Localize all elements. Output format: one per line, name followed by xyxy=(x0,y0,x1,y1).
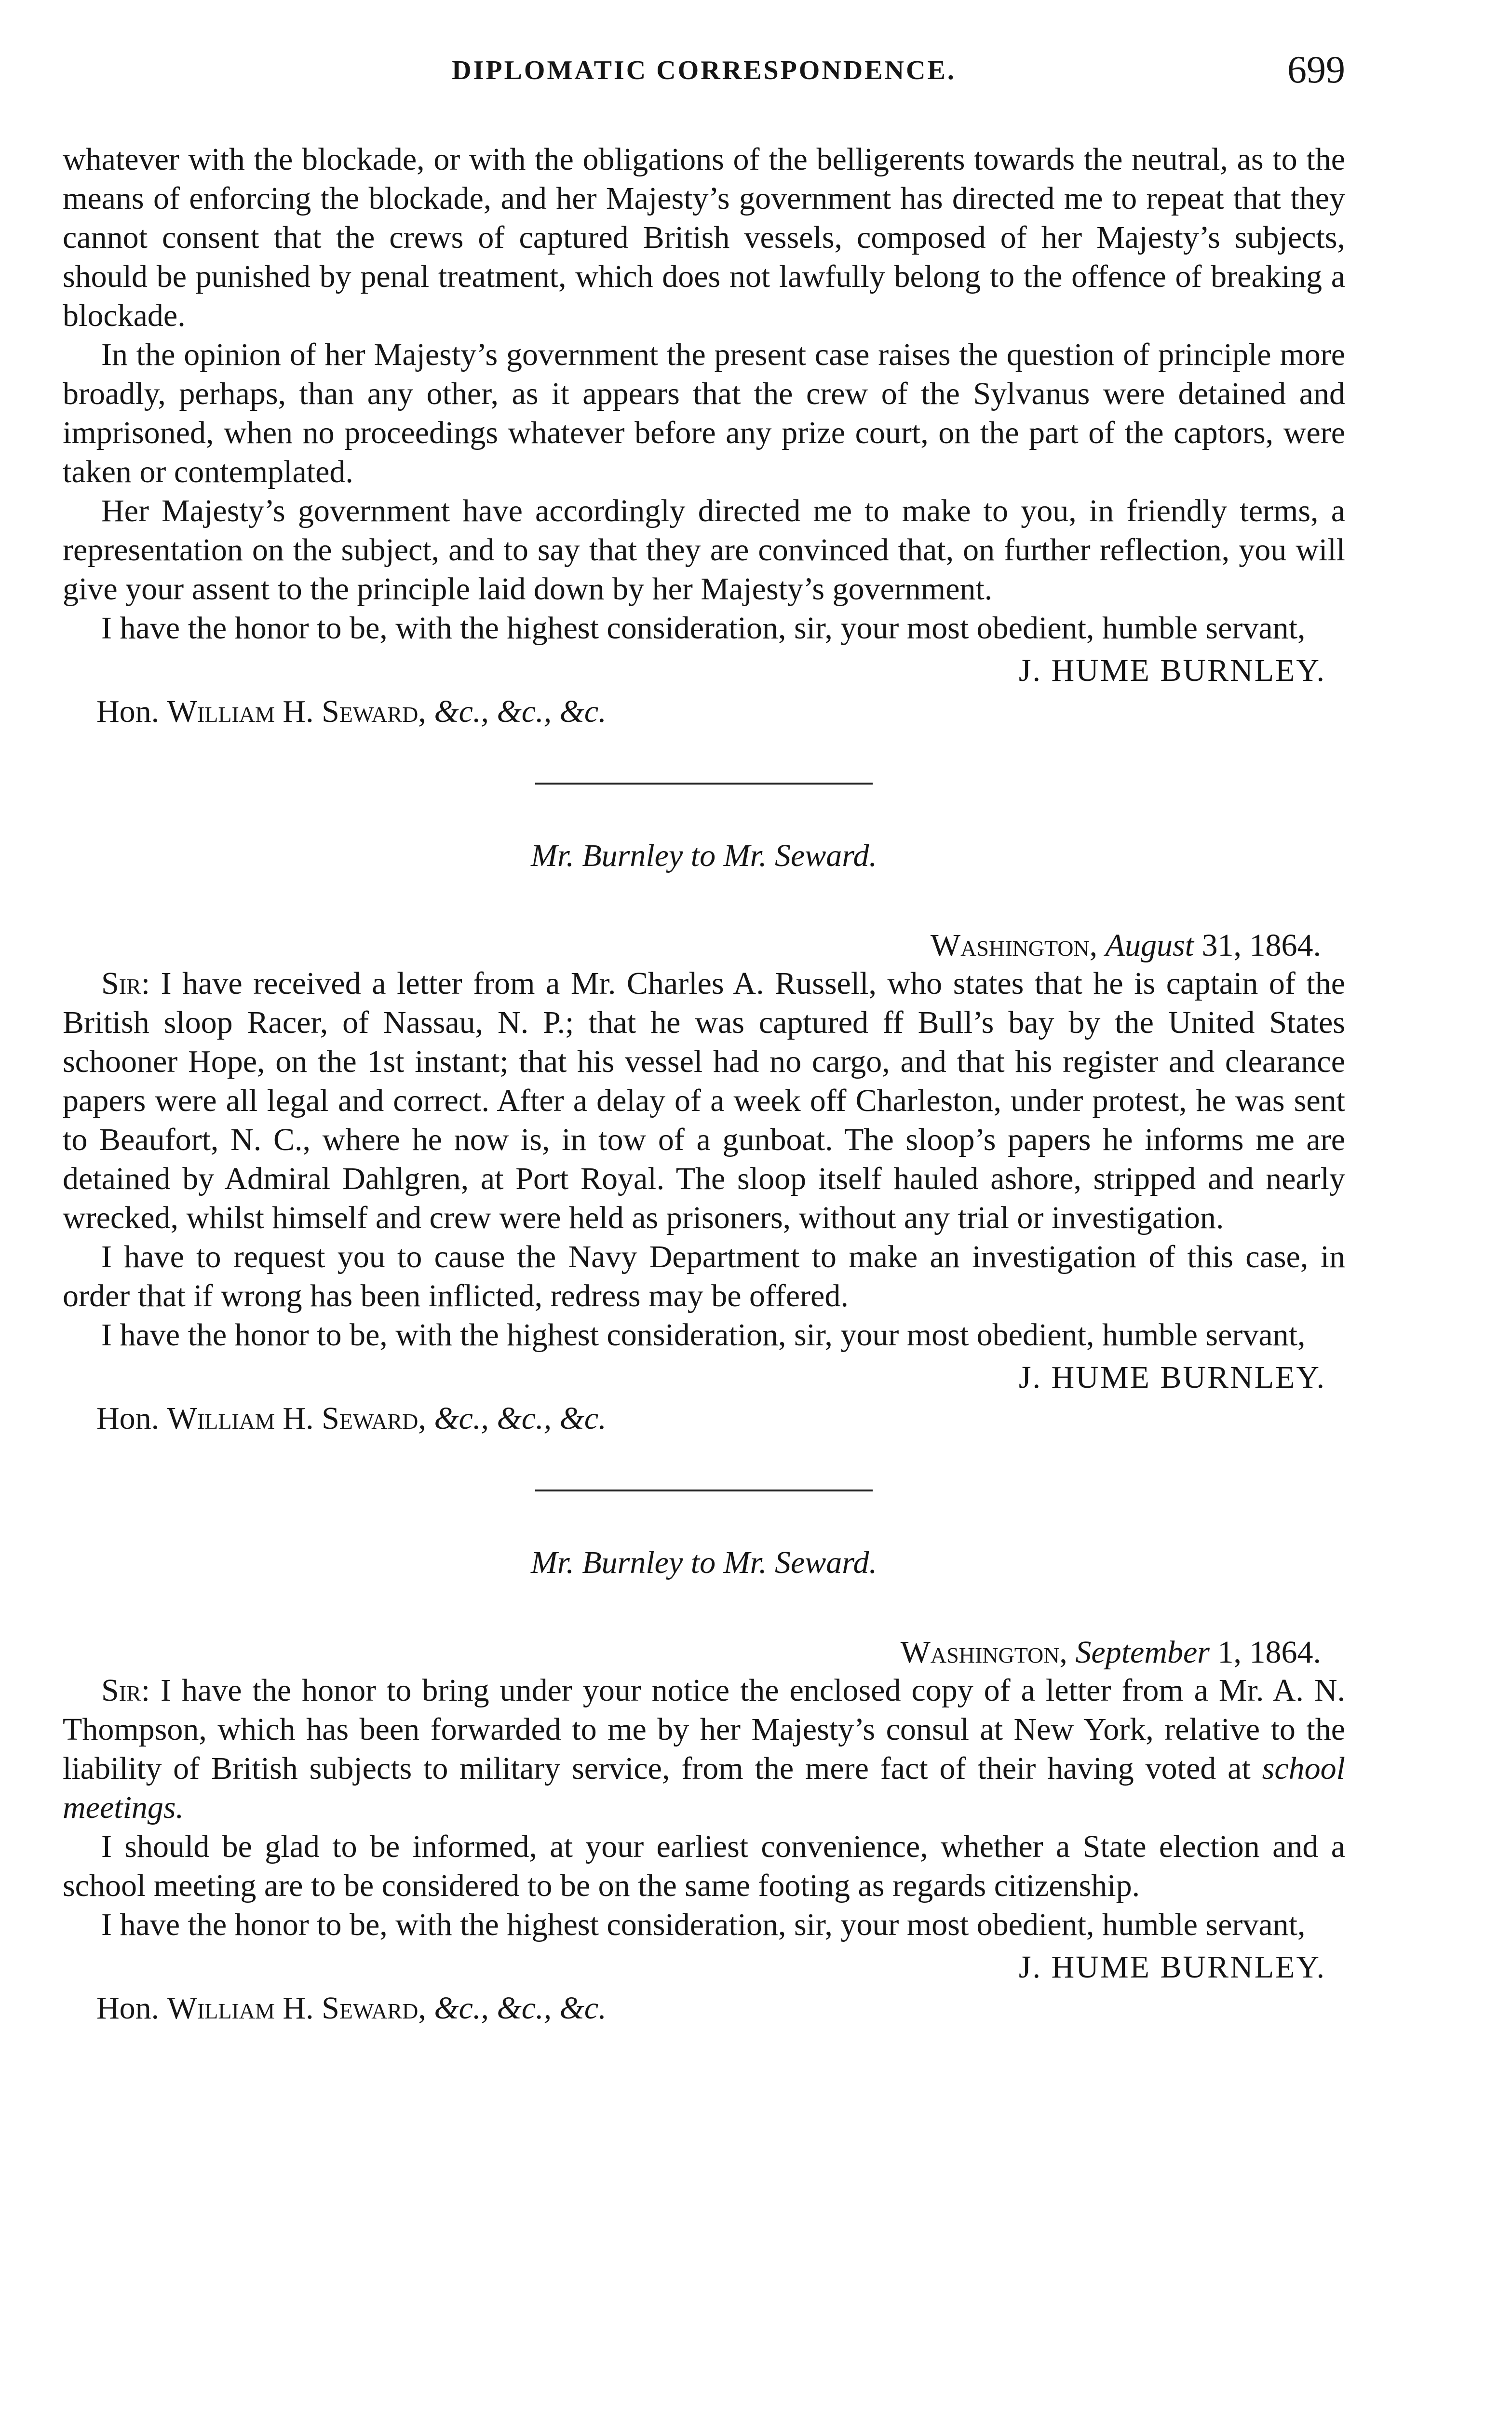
signature: J. HUME BURNLEY. xyxy=(1018,1360,1326,1395)
signature-block xyxy=(63,1944,1345,2026)
signature: J. HUME BURNLEY. xyxy=(1018,1950,1326,1985)
addressee xyxy=(96,693,607,730)
letter-paragraph-text: I have the honor to bring under your notice the enclosed copy of a letter from a Mr. A. N. Thompson, which has been forwarded to me by her Majesty’s consul at New York, relative to the liability of British subjects to military service, from the mere fact of their having voted at xyxy=(63,1673,1346,1786)
dateline-place: Washington, xyxy=(930,928,1098,963)
addressee-name: William H. Seward, xyxy=(167,1991,426,2026)
addressee-etc: &c., &c., &c. xyxy=(434,1991,607,2026)
addressee-hon: Hon. xyxy=(96,1401,160,1436)
letter-paragraph-italic: school meetings. xyxy=(63,1751,1345,1825)
body-text xyxy=(63,140,1345,2026)
continuation-paragraph: In the opinion of her Majesty’s government the present case raises the question of principle more broadly, perhaps, than any other, as it appears that the crew of the Sylvanus were detained and imprisoned, when no proceedings whatever before any prize court, on the part of the captors, were taken or contemplated. xyxy=(63,337,1345,489)
addressee-name: William H. Seward, xyxy=(167,1401,426,1436)
continuation-paragraph: whatever with the blockade, or with the obligations of the belligerents towards the neutral, as to the means of enforcing the blockade, and her Majesty’s government has directed me to repeat that they cannot consent that the crews of captured British vessels, composed of her Majesty’s subjects, should be punished by penal treatment, which does not lawfully belong to the offence of breaking a blockade. xyxy=(63,142,1345,333)
letter-paragraph: I should be glad to be informed, at your earliest convenience, whether a State election and a school meeting are to be considered to be on the same footing as regards citizenship. xyxy=(63,1829,1345,1903)
addressee-hon: Hon. xyxy=(96,1991,160,2026)
closing-paragraph: I have the honor to be, with the highest consideration, sir, your most obedient, humble servant, xyxy=(101,610,1306,646)
dateline xyxy=(63,927,1345,964)
dateline-month: September xyxy=(1075,1635,1210,1670)
dateline xyxy=(63,1634,1345,1671)
signature: J. HUME BURNLEY. xyxy=(1018,653,1326,688)
signature-block xyxy=(63,1354,1345,1436)
dateline-month: August xyxy=(1105,928,1194,963)
dateline-day-year: 31, 1864. xyxy=(1202,928,1321,963)
letter-title: Mr. Burnley to Mr. Seward. xyxy=(530,1545,877,1580)
dateline-place: Washington, xyxy=(900,1635,1067,1670)
addressee xyxy=(96,1400,607,1437)
addressee-hon: Hon. xyxy=(96,694,160,729)
closing-paragraph: I have the honor to be, with the highest consideration, sir, your most obedient, humble servant, xyxy=(101,1317,1306,1353)
page-number: 699 xyxy=(1287,49,1345,91)
section-divider xyxy=(535,783,873,785)
running-head xyxy=(63,48,1345,101)
letter-title: Mr. Burnley to Mr. Seward. xyxy=(530,838,877,873)
signature-block xyxy=(63,648,1345,730)
letter-paragraph: I have to request you to cause the Navy Department to make an investigation of this case, in order that if wrong has been inflicted, redress may be offered. xyxy=(63,1239,1345,1314)
addressee xyxy=(96,1990,607,2027)
section-divider xyxy=(535,1490,873,1491)
continuation-paragraph: Her Majesty’s government have accordingly directed me to make to you, in friendly terms, a representation on the subject, and to say that they are convinced that, on further reflection, you will give your assent to the principle laid down by her Majesty’s government. xyxy=(63,493,1345,607)
salutation: Sir: xyxy=(101,1673,150,1708)
letter-paragraph-text: I have received a letter from a Mr. Charles A. Russell, who states that he is captain of the British sloop Racer, of Nassau, N. P.; that he was captured ff Bull’s bay by the United States schooner Hope, on the 1st instant; that his vessel had no cargo, and that his register and clearance papers were all legal and correct. After a delay of a week off Charleston, under protest, he was sent to Beaufort, N. C., where he now is, in tow of a gunboat. The sloop’s papers he informs me are detained by Admiral Dahlgren, at Port Royal. The sloop itself hauled ashore, stripped and nearly wrecked, whilst himself and crew were held as prisoners, without any trial or investigation. xyxy=(63,966,1345,1235)
dateline-day-year: 1, 1864. xyxy=(1217,1635,1321,1670)
letter-paragraph xyxy=(63,1671,1345,1827)
addressee-etc: &c., &c., &c. xyxy=(434,1401,607,1436)
closing-paragraph: I have the honor to be, with the highest consideration, sir, your most obedient, humble servant, xyxy=(101,1907,1306,1942)
running-title: DIPLOMATIC CORRESPONDENCE. xyxy=(452,55,956,85)
letter-paragraph xyxy=(63,964,1345,1237)
salutation: Sir: xyxy=(101,966,150,1001)
addressee-etc: &c., &c., &c. xyxy=(434,694,607,729)
addressee-name: William H. Seward, xyxy=(167,694,426,729)
